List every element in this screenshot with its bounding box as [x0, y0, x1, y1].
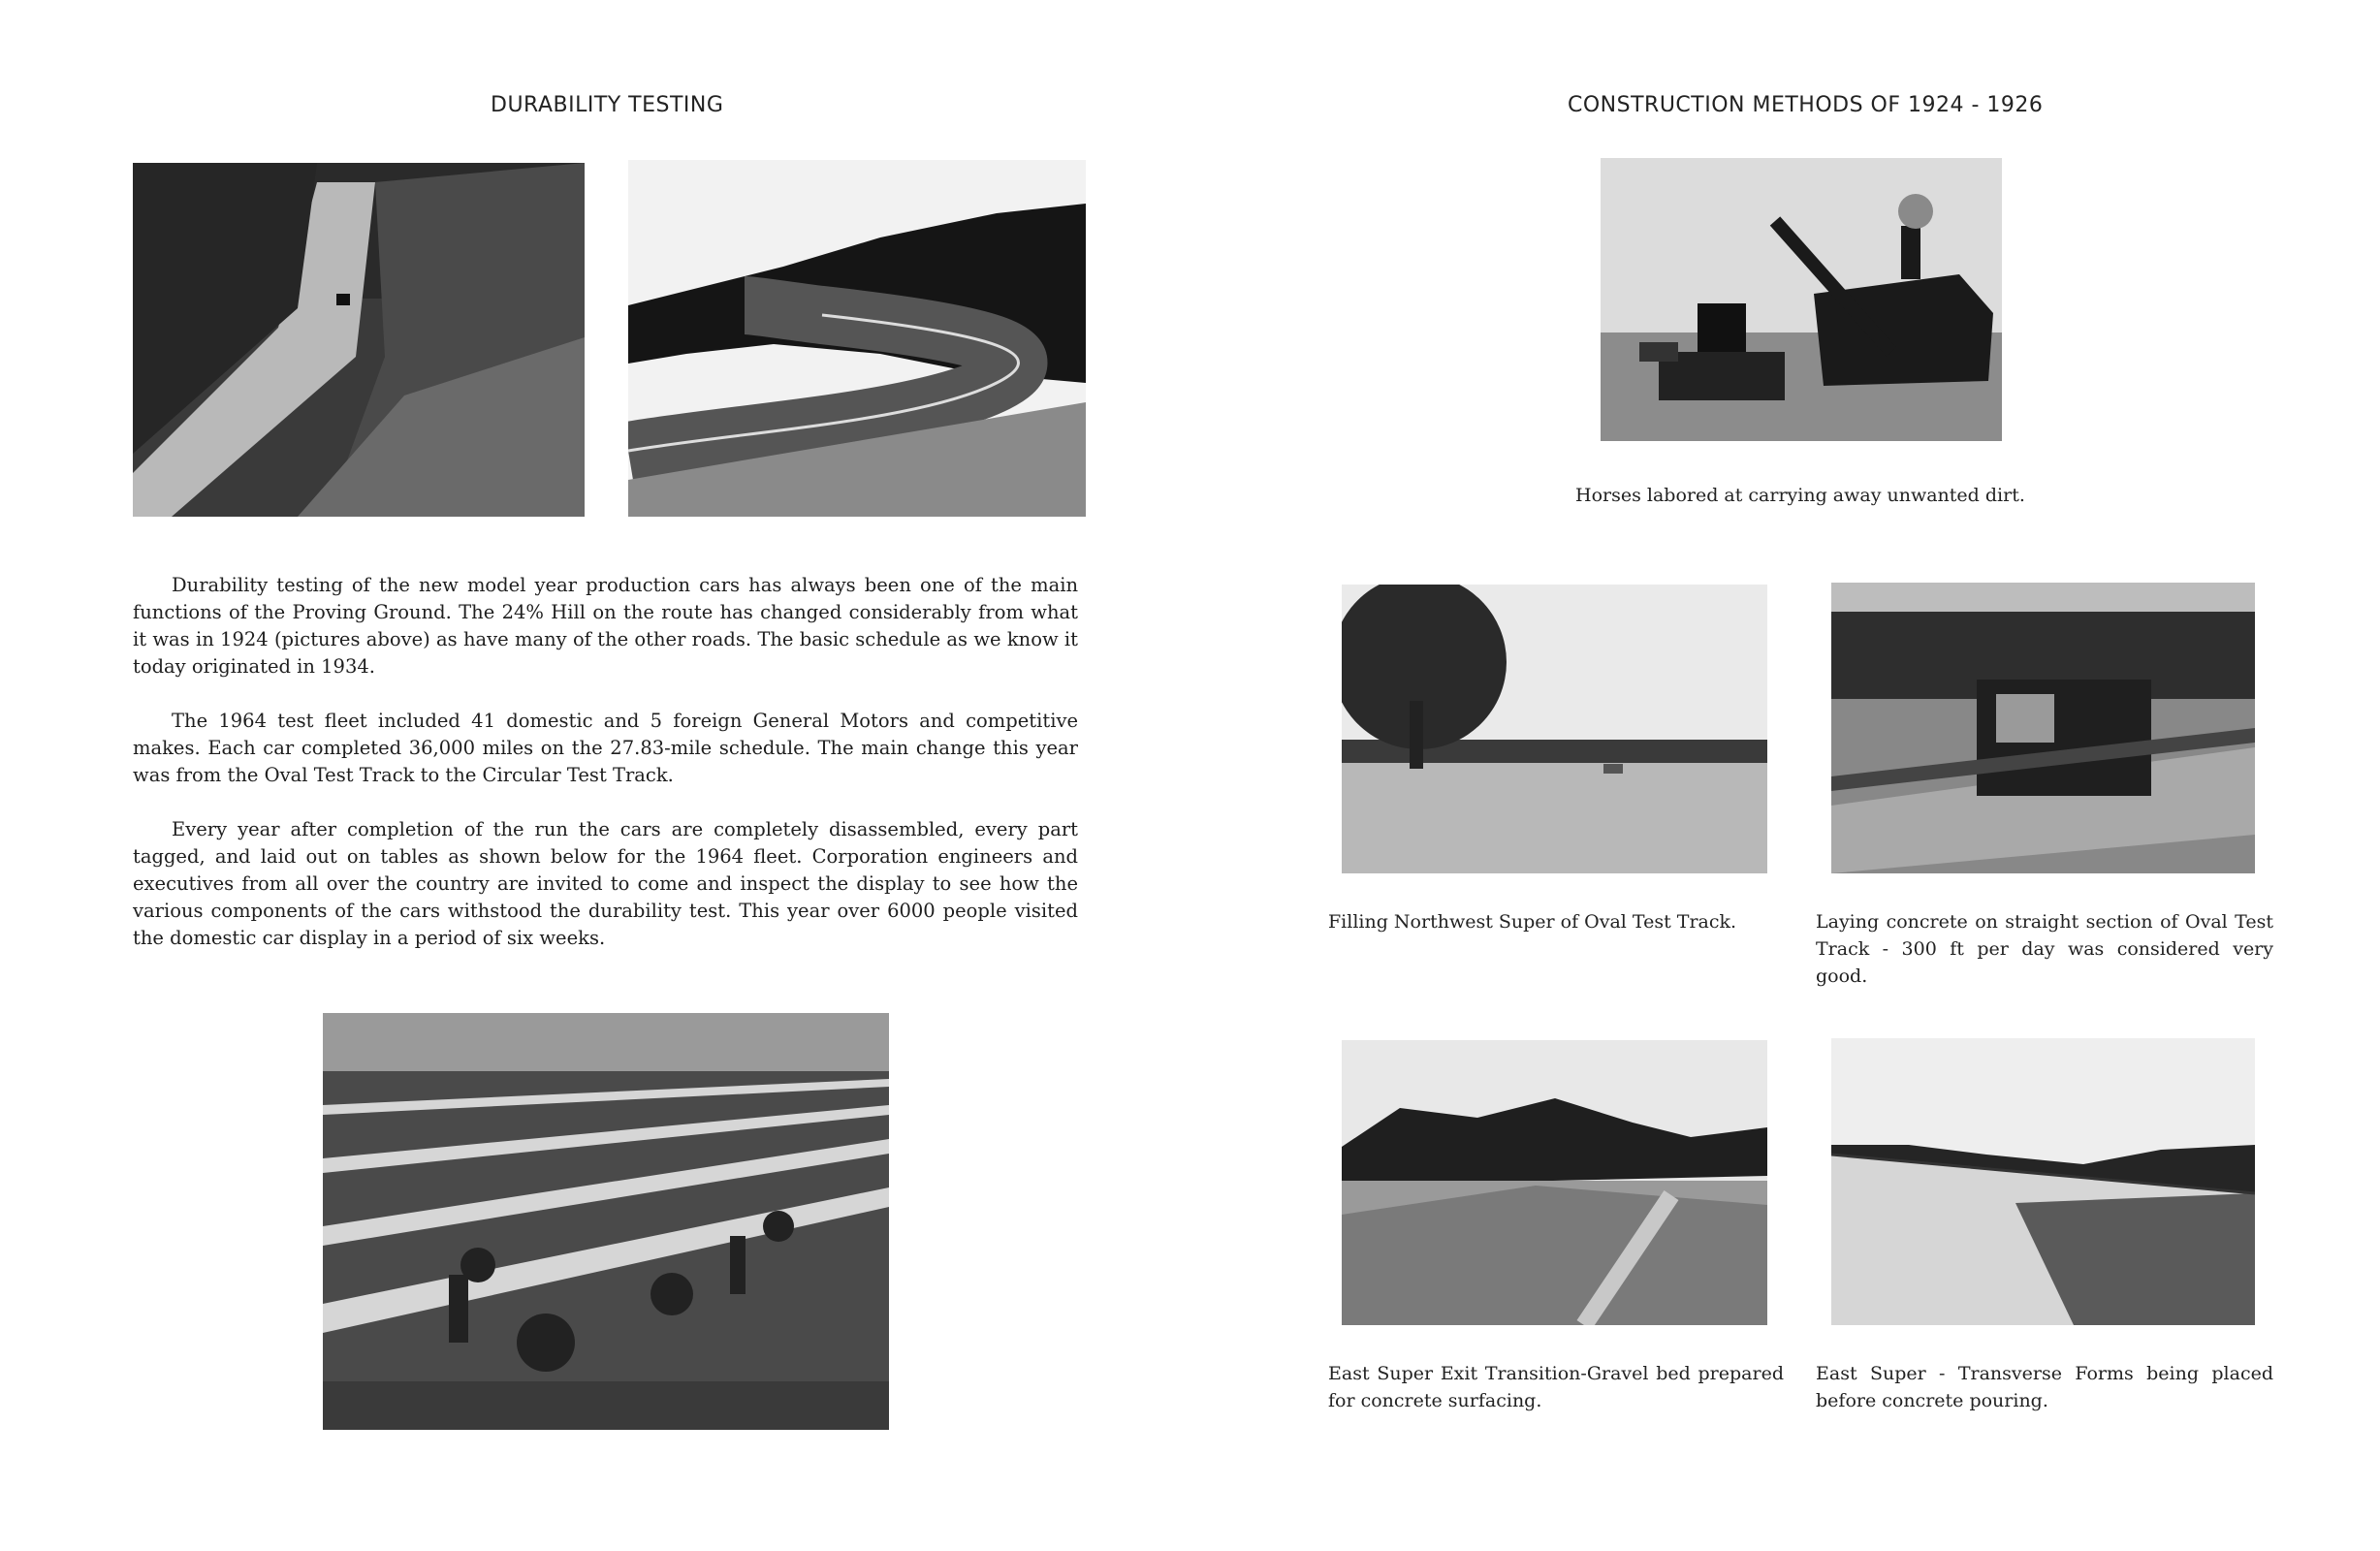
hill-road-photo-1924: [133, 163, 585, 517]
caption-forms: East Super - Transverse Forms being placed before concrete pouring.: [1816, 1363, 2273, 1411]
caption-laying: Laying concrete on straight section of Oval Test Track - 300 ft per day was considered very good.: [1816, 911, 2273, 987]
caption-horses: Horses labored at carrying away unwanted dirt.: [1575, 485, 2025, 506]
east-super-exit-transition-photo: [1342, 1040, 1767, 1325]
hill-road-curve-photo: [628, 160, 1086, 517]
transverse-forms-photo: [1831, 1038, 2255, 1325]
caption-exit: East Super Exit Transition-Gravel bed prepared for concrete surfacing.: [1328, 1363, 1784, 1411]
right-page: [1190, 0, 2380, 1551]
paragraph: The 1964 test fleet included 41 domestic and 5 foreign General Motors and competitive makes. Each car completed 36,000 miles on the 27.83-mile schedule. The main change this year was from the Oval Test Track to the Circular Test Track.: [133, 710, 1078, 786]
paragraph: Durability testing of the new model year production cars has always been one of the main functions of the Proving Ground. The 24% Hill on the route has changed considerably from what it was in 1924 (pictures above) as have many of the other roads. The basic schedule as we know it today originated in 1934.: [133, 574, 1078, 678]
laying-concrete-photo: [1831, 583, 2255, 873]
steam-shovel-horses-photo: [1601, 158, 2002, 441]
disassembled-parts-display-photo: [323, 1013, 889, 1430]
body-text: [133, 572, 1078, 979]
page-heading: DURABILITY TESTING: [491, 93, 724, 117]
filling-northwest-super-photo: [1342, 585, 1767, 873]
caption-filling: Filling Northwest Super of Oval Test Track.: [1328, 911, 1737, 933]
paragraph: Every year after completion of the run the cars are completely disassembled, every part tagged, and laid out on tables as shown below for the 1964 fleet. Corporation engineers and executives from all over the country are invited to come and inspect the display to see how the various components of the cars withstood the durability test. This year over 6000 people visited the domestic car display in a period of six weeks.: [133, 818, 1078, 949]
page-heading: CONSTRUCTION METHODS OF 1924 - 1926: [1568, 93, 2044, 117]
